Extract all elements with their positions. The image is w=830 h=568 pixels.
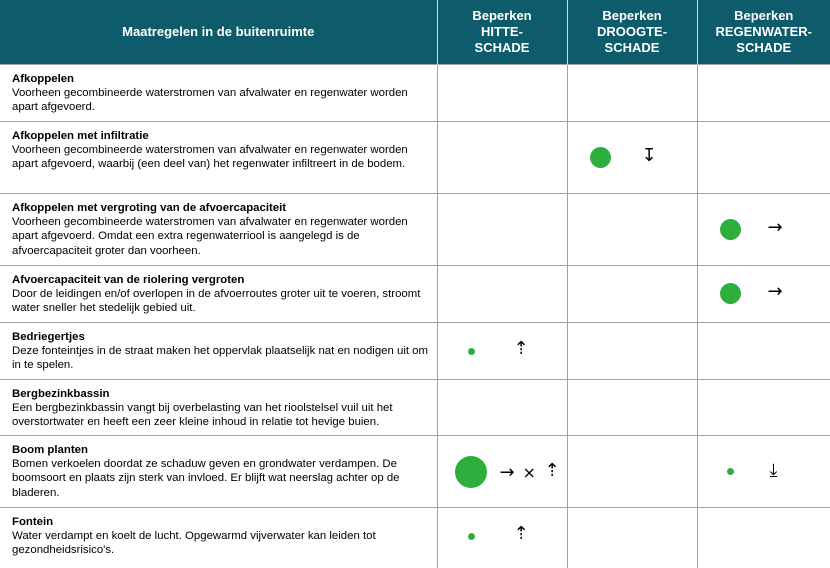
- header-drought: Beperken DROOGTE- SCHADE: [567, 0, 697, 65]
- right-arrow-icon: →: [768, 283, 783, 301]
- drought-cell: [567, 380, 697, 436]
- table-row: [0, 436, 830, 508]
- measure-description: Door de leidingen en/of overlopen in de afvoerroutes groter uit te voeren, stroomt water sneller het stedelijk gebied uit.: [12, 287, 431, 315]
- rain-cell: [697, 380, 830, 436]
- measure-title: Afkoppelen met vergroting van de afvoercapaciteit: [12, 201, 431, 215]
- drought-cell: [567, 436, 697, 508]
- large-effect-dot: [590, 147, 611, 168]
- table-row: [0, 194, 830, 266]
- table-row: [0, 508, 830, 568]
- down-into-ground-icon: ⤓: [770, 462, 778, 480]
- header-heat: Beperken HITTE- SCHADE: [437, 0, 567, 65]
- measure-cell: [0, 380, 437, 436]
- cross-icon: ×: [523, 465, 536, 481]
- measure-description: Voorheen gecombineerde waterstromen van afvalwater en regenwater worden apart afgevoerd, waarbij (een deel van) het regenwater infiltreert in de bodem.: [12, 143, 431, 171]
- measure-title: Bedriegertjes: [12, 330, 431, 344]
- measure-cell: [0, 323, 437, 380]
- table-row: [0, 122, 830, 194]
- measure-title: Bergbezinkbassin: [12, 387, 431, 401]
- rain-cell: [697, 122, 830, 194]
- rain-cell: [697, 65, 830, 122]
- heat-cell: [437, 122, 567, 194]
- right-arrow-icon: →: [500, 464, 515, 482]
- measure-cell: [0, 65, 437, 122]
- large-effect-dot: [720, 283, 741, 304]
- measure-cell: [0, 436, 437, 508]
- header-measures: Maatregelen in de buitenruimte: [0, 0, 437, 65]
- right-arrow-icon: →: [768, 219, 783, 237]
- measure-cell: [0, 194, 437, 266]
- measure-description: Deze fonteintjes in de straat maken het oppervlak plaatselijk nat en nodigen uit om in te spelen.: [12, 344, 431, 372]
- drought-cell: [567, 508, 697, 568]
- drought-cell: [567, 323, 697, 380]
- measure-description: Bomen verkoelen doordat ze schaduw geven en grondwater verdampen. De boomsoort en plaats zijn sterk van invloed. Er blijft wat neerslag achter op de bladeren.: [12, 457, 431, 500]
- infiltration-arrow-icon: ↧: [642, 147, 657, 165]
- header-rain: Beperken REGENWATER- SCHADE: [697, 0, 830, 65]
- measure-description: Voorheen gecombineerde waterstromen van afvalwater en regenwater worden apart afgevoerd.: [12, 86, 431, 114]
- measure-title: Fontein: [12, 515, 431, 529]
- measure-title: Afvoercapaciteit van de riolering vergroten: [12, 273, 431, 287]
- measure-description: Voorheen gecombineerde waterstromen van afvalwater en regenwater worden apart afgevoerd. Omdat een extra regenwaterriool is aangelegd is de afvoercapaciteit groter dan voorheen.: [12, 215, 431, 258]
- up-arrow-icon: ⇡: [514, 340, 529, 358]
- small-effect-dot: [468, 348, 475, 355]
- measure-cell: [0, 266, 437, 323]
- up-arrow-icon: ⇡: [514, 525, 529, 543]
- measure-description: Een bergbezinkbassin vangt bij overbelasting van het rioolstelsel vuil uit het overstortwater en heeft een zeer kleine inhoud in relatie tot hevige buien.: [12, 401, 431, 429]
- measure-title: Afkoppelen: [12, 72, 431, 86]
- heat-cell: [437, 508, 567, 568]
- measure-description: Water verdampt en koelt de lucht. Opgewarmd vijverwater kan leiden tot gezondheidsrisico's.: [12, 529, 431, 557]
- drought-cell: [567, 194, 697, 266]
- drought-cell: [567, 65, 697, 122]
- small-effect-dot: [468, 533, 475, 540]
- measure-cell: [0, 508, 437, 568]
- table-row: [0, 323, 830, 380]
- rain-cell: [697, 266, 830, 323]
- rain-cell: [697, 194, 830, 266]
- heat-cell: [437, 380, 567, 436]
- up-arrow-icon: ⇡: [545, 462, 560, 480]
- heat-cell: [437, 266, 567, 323]
- measure-title: Afkoppelen met infiltratie: [12, 129, 431, 143]
- heat-cell: [437, 323, 567, 380]
- measure-title: Boom planten: [12, 443, 431, 457]
- drought-cell: [567, 266, 697, 323]
- drought-cell: [567, 122, 697, 194]
- header-row: [0, 0, 830, 65]
- rain-cell: [697, 508, 830, 568]
- measure-cell: [0, 122, 437, 194]
- table-row: [0, 65, 830, 122]
- table-row: [0, 380, 830, 436]
- table-row: [0, 266, 830, 323]
- extra-large-effect-dot: [455, 456, 487, 488]
- heat-cell: [437, 194, 567, 266]
- large-effect-dot: [720, 219, 741, 240]
- rain-cell: [697, 323, 830, 380]
- heat-cell: [437, 436, 567, 508]
- heat-cell: [437, 65, 567, 122]
- small-effect-dot: [727, 468, 734, 475]
- rain-cell: [697, 436, 830, 508]
